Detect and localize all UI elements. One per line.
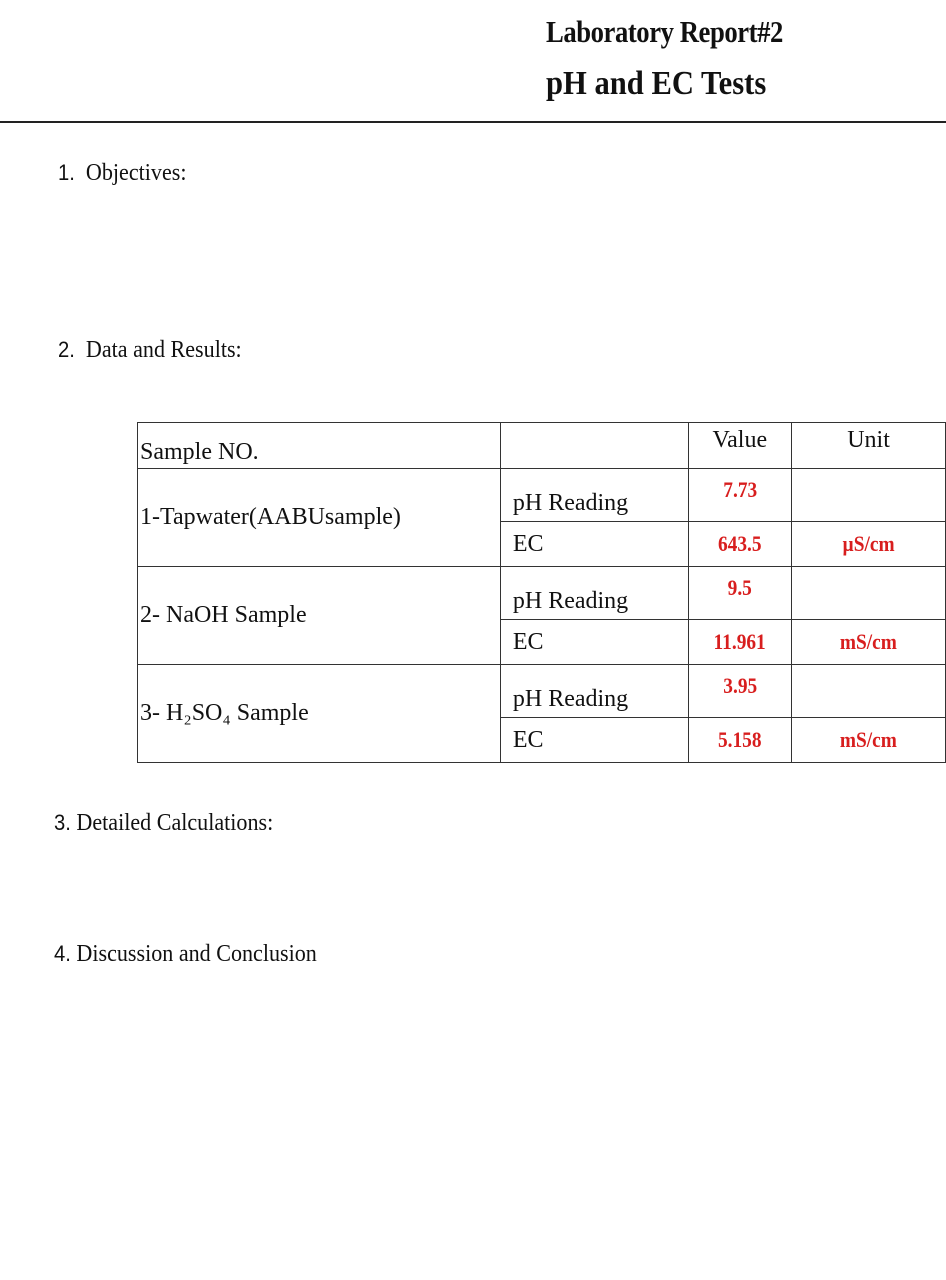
header-value: Value — [688, 423, 791, 469]
section-number: 2. — [58, 337, 75, 362]
table-row — [138, 469, 946, 522]
value-cell — [688, 567, 791, 620]
param-label: pH Reading — [500, 665, 688, 718]
unit-cell — [792, 620, 946, 665]
value-text: 9.5 — [727, 575, 752, 600]
unit-text: mS/cm — [840, 628, 898, 654]
report-subtitle: pH and EC Tests — [546, 65, 767, 102]
value-text: 3.95 — [722, 673, 757, 698]
section-number: 3. — [54, 810, 71, 835]
results-table — [137, 422, 946, 763]
section-label: Data and Results: — [85, 337, 242, 363]
section-label: Discussion and Conclusion — [76, 941, 317, 967]
header-unit: Unit — [792, 423, 946, 469]
table-row — [138, 567, 946, 620]
report-title-block — [546, 10, 821, 108]
value-cell — [688, 620, 791, 665]
unit-cell — [792, 522, 946, 567]
value-cell — [688, 522, 791, 567]
table-header-row — [138, 423, 946, 469]
sample-name: 1-Tapwater(AABUsample) — [138, 469, 501, 567]
section-objectives — [58, 160, 186, 187]
unit-cell — [792, 567, 946, 620]
param-label: EC — [500, 522, 688, 567]
param-label: EC — [500, 718, 688, 763]
param-label: pH Reading — [500, 567, 688, 620]
unit-text: mS/cm — [840, 726, 898, 752]
section-label: Objectives: — [85, 160, 187, 186]
header-sample-no: Sample NO. — [138, 423, 501, 469]
value-text: 643.5 — [718, 530, 762, 556]
section-data-results — [58, 337, 242, 364]
value-text: 7.73 — [722, 477, 757, 502]
unit-cell — [792, 718, 946, 763]
value-cell — [688, 665, 791, 718]
sample-name: 3- H₂SO₄ Sample — [138, 665, 501, 763]
param-label: EC — [500, 620, 688, 665]
value-cell — [688, 469, 791, 522]
value-text: 5.158 — [718, 726, 762, 752]
section-number: 4. — [54, 941, 71, 966]
unit-cell — [792, 469, 946, 522]
section-number: 1. — [58, 160, 75, 185]
table-row — [138, 665, 946, 718]
unit-cell — [792, 665, 946, 718]
sample-name: 2- NaOH Sample — [138, 567, 501, 665]
section-calculations — [54, 810, 273, 837]
param-label: pH Reading — [500, 469, 688, 522]
header-param — [500, 423, 688, 469]
report-title: Laboratory Report#2 — [546, 14, 783, 49]
section-label: Detailed Calculations: — [76, 810, 274, 836]
unit-text: µS/cm — [842, 530, 895, 556]
value-cell — [688, 718, 791, 763]
header-divider — [0, 121, 946, 123]
section-discussion — [54, 941, 317, 968]
value-text: 11.961 — [713, 628, 766, 654]
